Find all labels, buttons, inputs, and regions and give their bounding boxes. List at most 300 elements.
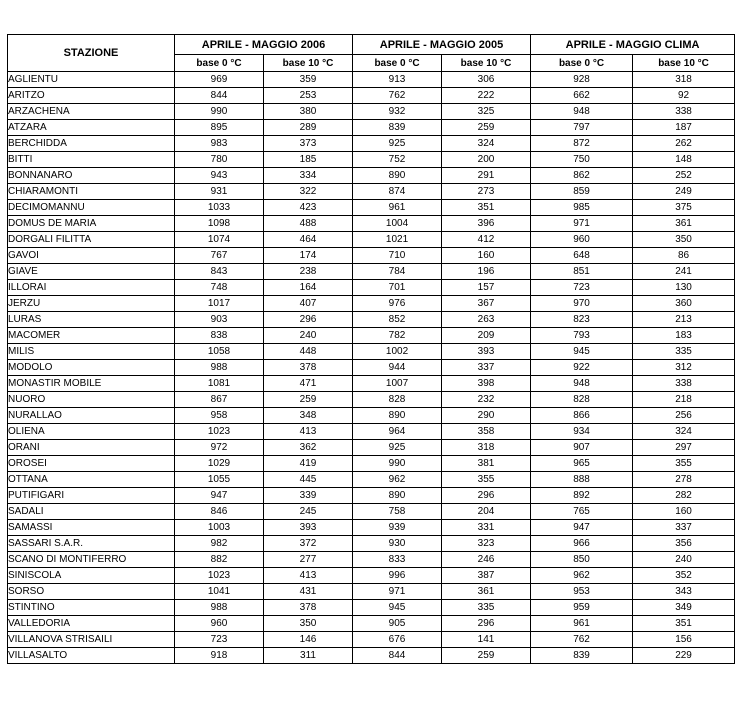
table-row [8, 392, 735, 408]
table-body [8, 72, 735, 664]
value-cell-base10-2005: 306 [442, 72, 531, 88]
table-row [8, 584, 735, 600]
value-cell-base10-2006: 362 [264, 440, 353, 456]
value-cell-base10-2006: 393 [264, 520, 353, 536]
station-name-cell: NUORO [8, 392, 175, 408]
value-cell-base0-2005: 925 [353, 440, 442, 456]
table-row [8, 600, 735, 616]
value-cell-base10-2005: 325 [442, 104, 531, 120]
station-name-cell: BERCHIDDA [8, 136, 175, 152]
value-cell-base0-2006: 844 [175, 88, 264, 104]
value-cell-base0-2005: 944 [353, 360, 442, 376]
value-cell-base10-clima: 282 [633, 488, 735, 504]
value-cell-base0-2005: 932 [353, 104, 442, 120]
value-cell-base10-clima: 278 [633, 472, 735, 488]
station-name-cell: SORSO [8, 584, 175, 600]
value-cell-base0-clima: 959 [531, 600, 633, 616]
station-name-cell: MACOMER [8, 328, 175, 344]
value-cell-base0-clima: 750 [531, 152, 633, 168]
table-row [8, 360, 735, 376]
value-cell-base10-clima: 240 [633, 552, 735, 568]
value-cell-base0-2006: 1023 [175, 568, 264, 584]
value-cell-base0-2006: 931 [175, 184, 264, 200]
value-cell-base10-2006: 378 [264, 600, 353, 616]
station-name-cell: ARITZO [8, 88, 175, 104]
value-cell-base10-clima: 148 [633, 152, 735, 168]
value-cell-base10-2005: 246 [442, 552, 531, 568]
value-cell-base10-2006: 339 [264, 488, 353, 504]
value-cell-base10-clima: 318 [633, 72, 735, 88]
value-cell-base0-clima: 945 [531, 344, 633, 360]
value-cell-base10-2006: 348 [264, 408, 353, 424]
value-cell-base10-2005: 387 [442, 568, 531, 584]
value-cell-base0-2005: 890 [353, 168, 442, 184]
value-cell-base10-2005: 290 [442, 408, 531, 424]
value-cell-base10-clima: 256 [633, 408, 735, 424]
value-cell-base10-2006: 289 [264, 120, 353, 136]
value-cell-base10-clima: 352 [633, 568, 735, 584]
value-cell-base0-2006: 1041 [175, 584, 264, 600]
value-cell-base0-clima: 850 [531, 552, 633, 568]
value-cell-base0-2005: 890 [353, 488, 442, 504]
value-cell-base10-2005: 196 [442, 264, 531, 280]
value-cell-base10-2006: 373 [264, 136, 353, 152]
table-row [8, 312, 735, 328]
value-cell-base10-2006: 185 [264, 152, 353, 168]
value-cell-base0-2006: 1098 [175, 216, 264, 232]
value-cell-base10-2005: 393 [442, 344, 531, 360]
value-cell-base0-2006: 969 [175, 72, 264, 88]
value-cell-base10-clima: 252 [633, 168, 735, 184]
value-cell-base0-clima: 872 [531, 136, 633, 152]
value-cell-base10-clima: 338 [633, 104, 735, 120]
value-cell-base10-clima: 86 [633, 248, 735, 264]
value-cell-base0-2006: 1017 [175, 296, 264, 312]
value-cell-base0-2006: 943 [175, 168, 264, 184]
value-cell-base0-2005: 710 [353, 248, 442, 264]
value-cell-base10-clima: 262 [633, 136, 735, 152]
value-cell-base10-clima: 355 [633, 456, 735, 472]
value-cell-base10-clima: 351 [633, 616, 735, 632]
value-cell-base0-2005: 839 [353, 120, 442, 136]
value-cell-base10-2005: 222 [442, 88, 531, 104]
value-cell-base0-2005: 964 [353, 424, 442, 440]
table-row [8, 136, 735, 152]
table-row [8, 264, 735, 280]
value-cell-base0-2005: 930 [353, 536, 442, 552]
value-cell-base10-2005: 324 [442, 136, 531, 152]
value-cell-base10-2006: 164 [264, 280, 353, 296]
value-cell-base10-clima: 183 [633, 328, 735, 344]
table-row [8, 504, 735, 520]
station-name-cell: OROSEI [8, 456, 175, 472]
value-cell-base0-clima: 888 [531, 472, 633, 488]
table-row [8, 200, 735, 216]
table-row [8, 488, 735, 504]
value-cell-base0-clima: 907 [531, 440, 633, 456]
value-cell-base10-2006: 413 [264, 424, 353, 440]
table-row [8, 344, 735, 360]
value-cell-base0-2005: 852 [353, 312, 442, 328]
value-cell-base10-2005: 351 [442, 200, 531, 216]
value-cell-base10-clima: 229 [633, 648, 735, 664]
value-cell-base0-2006: 1003 [175, 520, 264, 536]
value-cell-base0-2005: 939 [353, 520, 442, 536]
station-name-cell: BONNANARO [8, 168, 175, 184]
station-name-cell: SASSARI S.A.R. [8, 536, 175, 552]
value-cell-base0-clima: 892 [531, 488, 633, 504]
value-cell-base0-clima: 962 [531, 568, 633, 584]
value-cell-base0-2006: 988 [175, 360, 264, 376]
station-name-cell: JERZU [8, 296, 175, 312]
value-cell-base0-2005: 996 [353, 568, 442, 584]
table-row [8, 376, 735, 392]
value-cell-base0-2006: 947 [175, 488, 264, 504]
value-cell-base0-2006: 1023 [175, 424, 264, 440]
value-cell-base10-2005: 141 [442, 632, 531, 648]
table-row [8, 568, 735, 584]
table-row [8, 120, 735, 136]
value-cell-base0-clima: 960 [531, 232, 633, 248]
value-cell-base0-2006: 918 [175, 648, 264, 664]
value-cell-base10-2005: 323 [442, 536, 531, 552]
value-cell-base10-2006: 334 [264, 168, 353, 184]
value-cell-base0-2005: 874 [353, 184, 442, 200]
value-cell-base10-clima: 356 [633, 536, 735, 552]
station-name-cell: ORANI [8, 440, 175, 456]
value-cell-base0-2006: 983 [175, 136, 264, 152]
value-cell-base10-2006: 350 [264, 616, 353, 632]
table-row [8, 280, 735, 296]
value-cell-base10-2005: 381 [442, 456, 531, 472]
value-cell-base10-2005: 361 [442, 584, 531, 600]
table-row [8, 520, 735, 536]
base0-header-2005: base 0 °C [353, 55, 442, 72]
value-cell-base0-clima: 922 [531, 360, 633, 376]
value-cell-base10-2006: 322 [264, 184, 353, 200]
value-cell-base0-2005: 758 [353, 504, 442, 520]
value-cell-base10-clima: 350 [633, 232, 735, 248]
value-cell-base0-clima: 966 [531, 536, 633, 552]
value-cell-base10-2006: 174 [264, 248, 353, 264]
value-cell-base0-clima: 762 [531, 632, 633, 648]
value-cell-base0-clima: 839 [531, 648, 633, 664]
table-row [8, 408, 735, 424]
value-cell-base0-2006: 958 [175, 408, 264, 424]
value-cell-base10-2005: 367 [442, 296, 531, 312]
value-cell-base10-clima: 241 [633, 264, 735, 280]
table-row [8, 472, 735, 488]
value-cell-base10-2006: 378 [264, 360, 353, 376]
value-cell-base10-2006: 464 [264, 232, 353, 248]
degree-days-table [7, 34, 735, 664]
value-cell-base10-2006: 372 [264, 536, 353, 552]
station-name-cell: AGLIENTU [8, 72, 175, 88]
value-cell-base0-clima: 971 [531, 216, 633, 232]
value-cell-base0-clima: 953 [531, 584, 633, 600]
value-cell-base0-2006: 1081 [175, 376, 264, 392]
value-cell-base0-2005: 925 [353, 136, 442, 152]
value-cell-base0-clima: 793 [531, 328, 633, 344]
station-name-cell: STINTINO [8, 600, 175, 616]
table-row [8, 152, 735, 168]
period-header-2005: APRILE - MAGGIO 2005 [353, 35, 531, 55]
value-cell-base10-2005: 209 [442, 328, 531, 344]
value-cell-base10-clima: 360 [633, 296, 735, 312]
value-cell-base10-2005: 355 [442, 472, 531, 488]
station-name-cell: VILLASALTO [8, 648, 175, 664]
station-name-cell: GAVOI [8, 248, 175, 264]
value-cell-base0-2006: 990 [175, 104, 264, 120]
value-cell-base0-2005: 961 [353, 200, 442, 216]
table-row [8, 216, 735, 232]
table-row [8, 296, 735, 312]
value-cell-base10-2006: 240 [264, 328, 353, 344]
value-cell-base10-2006: 488 [264, 216, 353, 232]
value-cell-base10-clima: 156 [633, 632, 735, 648]
value-cell-base10-2005: 296 [442, 488, 531, 504]
table-row [8, 536, 735, 552]
value-cell-base0-2005: 833 [353, 552, 442, 568]
value-cell-base10-2006: 419 [264, 456, 353, 472]
value-cell-base0-clima: 948 [531, 376, 633, 392]
table-row [8, 248, 735, 264]
station-name-cell: SADALI [8, 504, 175, 520]
value-cell-base10-2006: 245 [264, 504, 353, 520]
value-cell-base0-2006: 1033 [175, 200, 264, 216]
value-cell-base10-2005: 263 [442, 312, 531, 328]
value-cell-base10-clima: 92 [633, 88, 735, 104]
value-cell-base10-2005: 412 [442, 232, 531, 248]
value-cell-base10-clima: 337 [633, 520, 735, 536]
value-cell-base0-2006: 903 [175, 312, 264, 328]
value-cell-base10-2006: 238 [264, 264, 353, 280]
value-cell-base0-clima: 985 [531, 200, 633, 216]
station-name-cell: ARZACHENA [8, 104, 175, 120]
period-header-clima: APRILE - MAGGIO CLIMA [531, 35, 735, 55]
value-cell-base10-clima: 312 [633, 360, 735, 376]
table-row [8, 88, 735, 104]
value-cell-base10-2006: 471 [264, 376, 353, 392]
value-cell-base0-clima: 934 [531, 424, 633, 440]
value-cell-base10-2006: 407 [264, 296, 353, 312]
value-cell-base10-2005: 318 [442, 440, 531, 456]
value-cell-base0-2006: 1029 [175, 456, 264, 472]
value-cell-base10-2005: 200 [442, 152, 531, 168]
value-cell-base0-2005: 976 [353, 296, 442, 312]
value-cell-base0-2006: 960 [175, 616, 264, 632]
value-cell-base0-2005: 762 [353, 88, 442, 104]
value-cell-base10-2006: 445 [264, 472, 353, 488]
value-cell-base0-clima: 723 [531, 280, 633, 296]
value-cell-base10-2005: 396 [442, 216, 531, 232]
value-cell-base10-2005: 259 [442, 648, 531, 664]
value-cell-base10-2006: 277 [264, 552, 353, 568]
value-cell-base0-clima: 965 [531, 456, 633, 472]
value-cell-base10-clima: 218 [633, 392, 735, 408]
value-cell-base0-clima: 797 [531, 120, 633, 136]
value-cell-base0-2005: 905 [353, 616, 442, 632]
station-name-cell: SCANO DI MONTIFERRO [8, 552, 175, 568]
value-cell-base0-2006: 882 [175, 552, 264, 568]
station-name-cell: PUTIFIGARI [8, 488, 175, 504]
base10-header-2005: base 10 °C [442, 55, 531, 72]
value-cell-base10-2005: 232 [442, 392, 531, 408]
base10-header-2006: base 10 °C [264, 55, 353, 72]
value-cell-base10-clima: 343 [633, 584, 735, 600]
table-row [8, 328, 735, 344]
value-cell-base10-2005: 358 [442, 424, 531, 440]
station-name-cell: ATZARA [8, 120, 175, 136]
value-cell-base10-2006: 296 [264, 312, 353, 328]
table-row [8, 72, 735, 88]
value-cell-base0-2006: 988 [175, 600, 264, 616]
table-row [8, 424, 735, 440]
header-row-periods [8, 35, 735, 55]
base0-header-2006: base 0 °C [175, 55, 264, 72]
value-cell-base10-2006: 431 [264, 584, 353, 600]
value-cell-base10-2006: 359 [264, 72, 353, 88]
value-cell-base10-clima: 361 [633, 216, 735, 232]
value-cell-base10-clima: 213 [633, 312, 735, 328]
value-cell-base10-2006: 253 [264, 88, 353, 104]
value-cell-base10-2006: 146 [264, 632, 353, 648]
value-cell-base10-2006: 311 [264, 648, 353, 664]
value-cell-base10-2005: 296 [442, 616, 531, 632]
station-name-cell: SAMASSI [8, 520, 175, 536]
value-cell-base10-2006: 259 [264, 392, 353, 408]
value-cell-base0-clima: 859 [531, 184, 633, 200]
value-cell-base0-2006: 982 [175, 536, 264, 552]
value-cell-base10-2005: 157 [442, 280, 531, 296]
value-cell-base10-2006: 380 [264, 104, 353, 120]
value-cell-base10-2005: 335 [442, 600, 531, 616]
table-row [8, 552, 735, 568]
value-cell-base0-2006: 838 [175, 328, 264, 344]
value-cell-base10-clima: 187 [633, 120, 735, 136]
value-cell-base0-2006: 867 [175, 392, 264, 408]
value-cell-base0-2005: 945 [353, 600, 442, 616]
value-cell-base0-2005: 701 [353, 280, 442, 296]
value-cell-base10-2005: 291 [442, 168, 531, 184]
value-cell-base10-clima: 335 [633, 344, 735, 360]
value-cell-base0-2006: 895 [175, 120, 264, 136]
value-cell-base0-2006: 846 [175, 504, 264, 520]
value-cell-base0-clima: 970 [531, 296, 633, 312]
value-cell-base0-2005: 828 [353, 392, 442, 408]
station-name-cell: DECIMOMANNU [8, 200, 175, 216]
value-cell-base10-clima: 160 [633, 504, 735, 520]
table-row [8, 632, 735, 648]
value-cell-base0-clima: 947 [531, 520, 633, 536]
value-cell-base10-clima: 338 [633, 376, 735, 392]
value-cell-base0-2005: 913 [353, 72, 442, 88]
value-cell-base10-2006: 413 [264, 568, 353, 584]
value-cell-base0-2005: 676 [353, 632, 442, 648]
value-cell-base0-2005: 962 [353, 472, 442, 488]
value-cell-base0-clima: 948 [531, 104, 633, 120]
value-cell-base10-2005: 160 [442, 248, 531, 264]
value-cell-base0-2006: 748 [175, 280, 264, 296]
value-cell-base10-2006: 423 [264, 200, 353, 216]
value-cell-base0-2006: 1055 [175, 472, 264, 488]
value-cell-base0-clima: 828 [531, 392, 633, 408]
station-name-cell: VILLANOVA STRISAILI [8, 632, 175, 648]
station-name-cell: LURAS [8, 312, 175, 328]
value-cell-base0-2005: 971 [353, 584, 442, 600]
value-cell-base0-clima: 862 [531, 168, 633, 184]
value-cell-base0-2005: 890 [353, 408, 442, 424]
value-cell-base10-2005: 204 [442, 504, 531, 520]
value-cell-base0-clima: 662 [531, 88, 633, 104]
value-cell-base0-2005: 1002 [353, 344, 442, 360]
table-row [8, 616, 735, 632]
period-header-2006: APRILE - MAGGIO 2006 [175, 35, 353, 55]
station-name-cell: GIAVE [8, 264, 175, 280]
value-cell-base0-clima: 765 [531, 504, 633, 520]
value-cell-base10-clima: 375 [633, 200, 735, 216]
value-cell-base0-2006: 723 [175, 632, 264, 648]
value-cell-base0-clima: 851 [531, 264, 633, 280]
value-cell-base0-clima: 928 [531, 72, 633, 88]
value-cell-base10-2005: 331 [442, 520, 531, 536]
value-cell-base0-2005: 1004 [353, 216, 442, 232]
station-name-cell: OTTANA [8, 472, 175, 488]
value-cell-base0-2006: 1058 [175, 344, 264, 360]
station-name-cell: MODOLO [8, 360, 175, 376]
value-cell-base0-clima: 866 [531, 408, 633, 424]
table-row [8, 168, 735, 184]
value-cell-base0-2006: 1074 [175, 232, 264, 248]
station-name-cell: MONASTIR MOBILE [8, 376, 175, 392]
value-cell-base10-2006: 448 [264, 344, 353, 360]
value-cell-base0-2005: 752 [353, 152, 442, 168]
value-cell-base10-clima: 324 [633, 424, 735, 440]
table-row [8, 440, 735, 456]
station-name-cell: DOMUS DE MARIA [8, 216, 175, 232]
value-cell-base0-clima: 823 [531, 312, 633, 328]
value-cell-base0-2005: 990 [353, 456, 442, 472]
value-cell-base0-clima: 961 [531, 616, 633, 632]
station-name-cell: BITTI [8, 152, 175, 168]
value-cell-base10-2005: 337 [442, 360, 531, 376]
station-name-cell: DORGALI FILITTA [8, 232, 175, 248]
value-cell-base0-2005: 1021 [353, 232, 442, 248]
station-name-cell: VALLEDORIA [8, 616, 175, 632]
station-header: STAZIONE [8, 35, 175, 72]
station-name-cell: SINISCOLA [8, 568, 175, 584]
value-cell-base10-2005: 273 [442, 184, 531, 200]
value-cell-base10-clima: 249 [633, 184, 735, 200]
value-cell-base0-2005: 782 [353, 328, 442, 344]
value-cell-base0-2005: 784 [353, 264, 442, 280]
value-cell-base0-2005: 844 [353, 648, 442, 664]
value-cell-base10-2005: 259 [442, 120, 531, 136]
base10-header-clima: base 10 °C [633, 55, 735, 72]
table-row [8, 648, 735, 664]
value-cell-base0-2006: 843 [175, 264, 264, 280]
value-cell-base10-2005: 398 [442, 376, 531, 392]
value-cell-base0-2006: 767 [175, 248, 264, 264]
value-cell-base0-clima: 648 [531, 248, 633, 264]
table-row [8, 184, 735, 200]
value-cell-base0-2005: 1007 [353, 376, 442, 392]
station-name-cell: ILLORAI [8, 280, 175, 296]
station-name-cell: NURALLAO [8, 408, 175, 424]
value-cell-base10-clima: 297 [633, 440, 735, 456]
table-row [8, 456, 735, 472]
value-cell-base10-clima: 349 [633, 600, 735, 616]
